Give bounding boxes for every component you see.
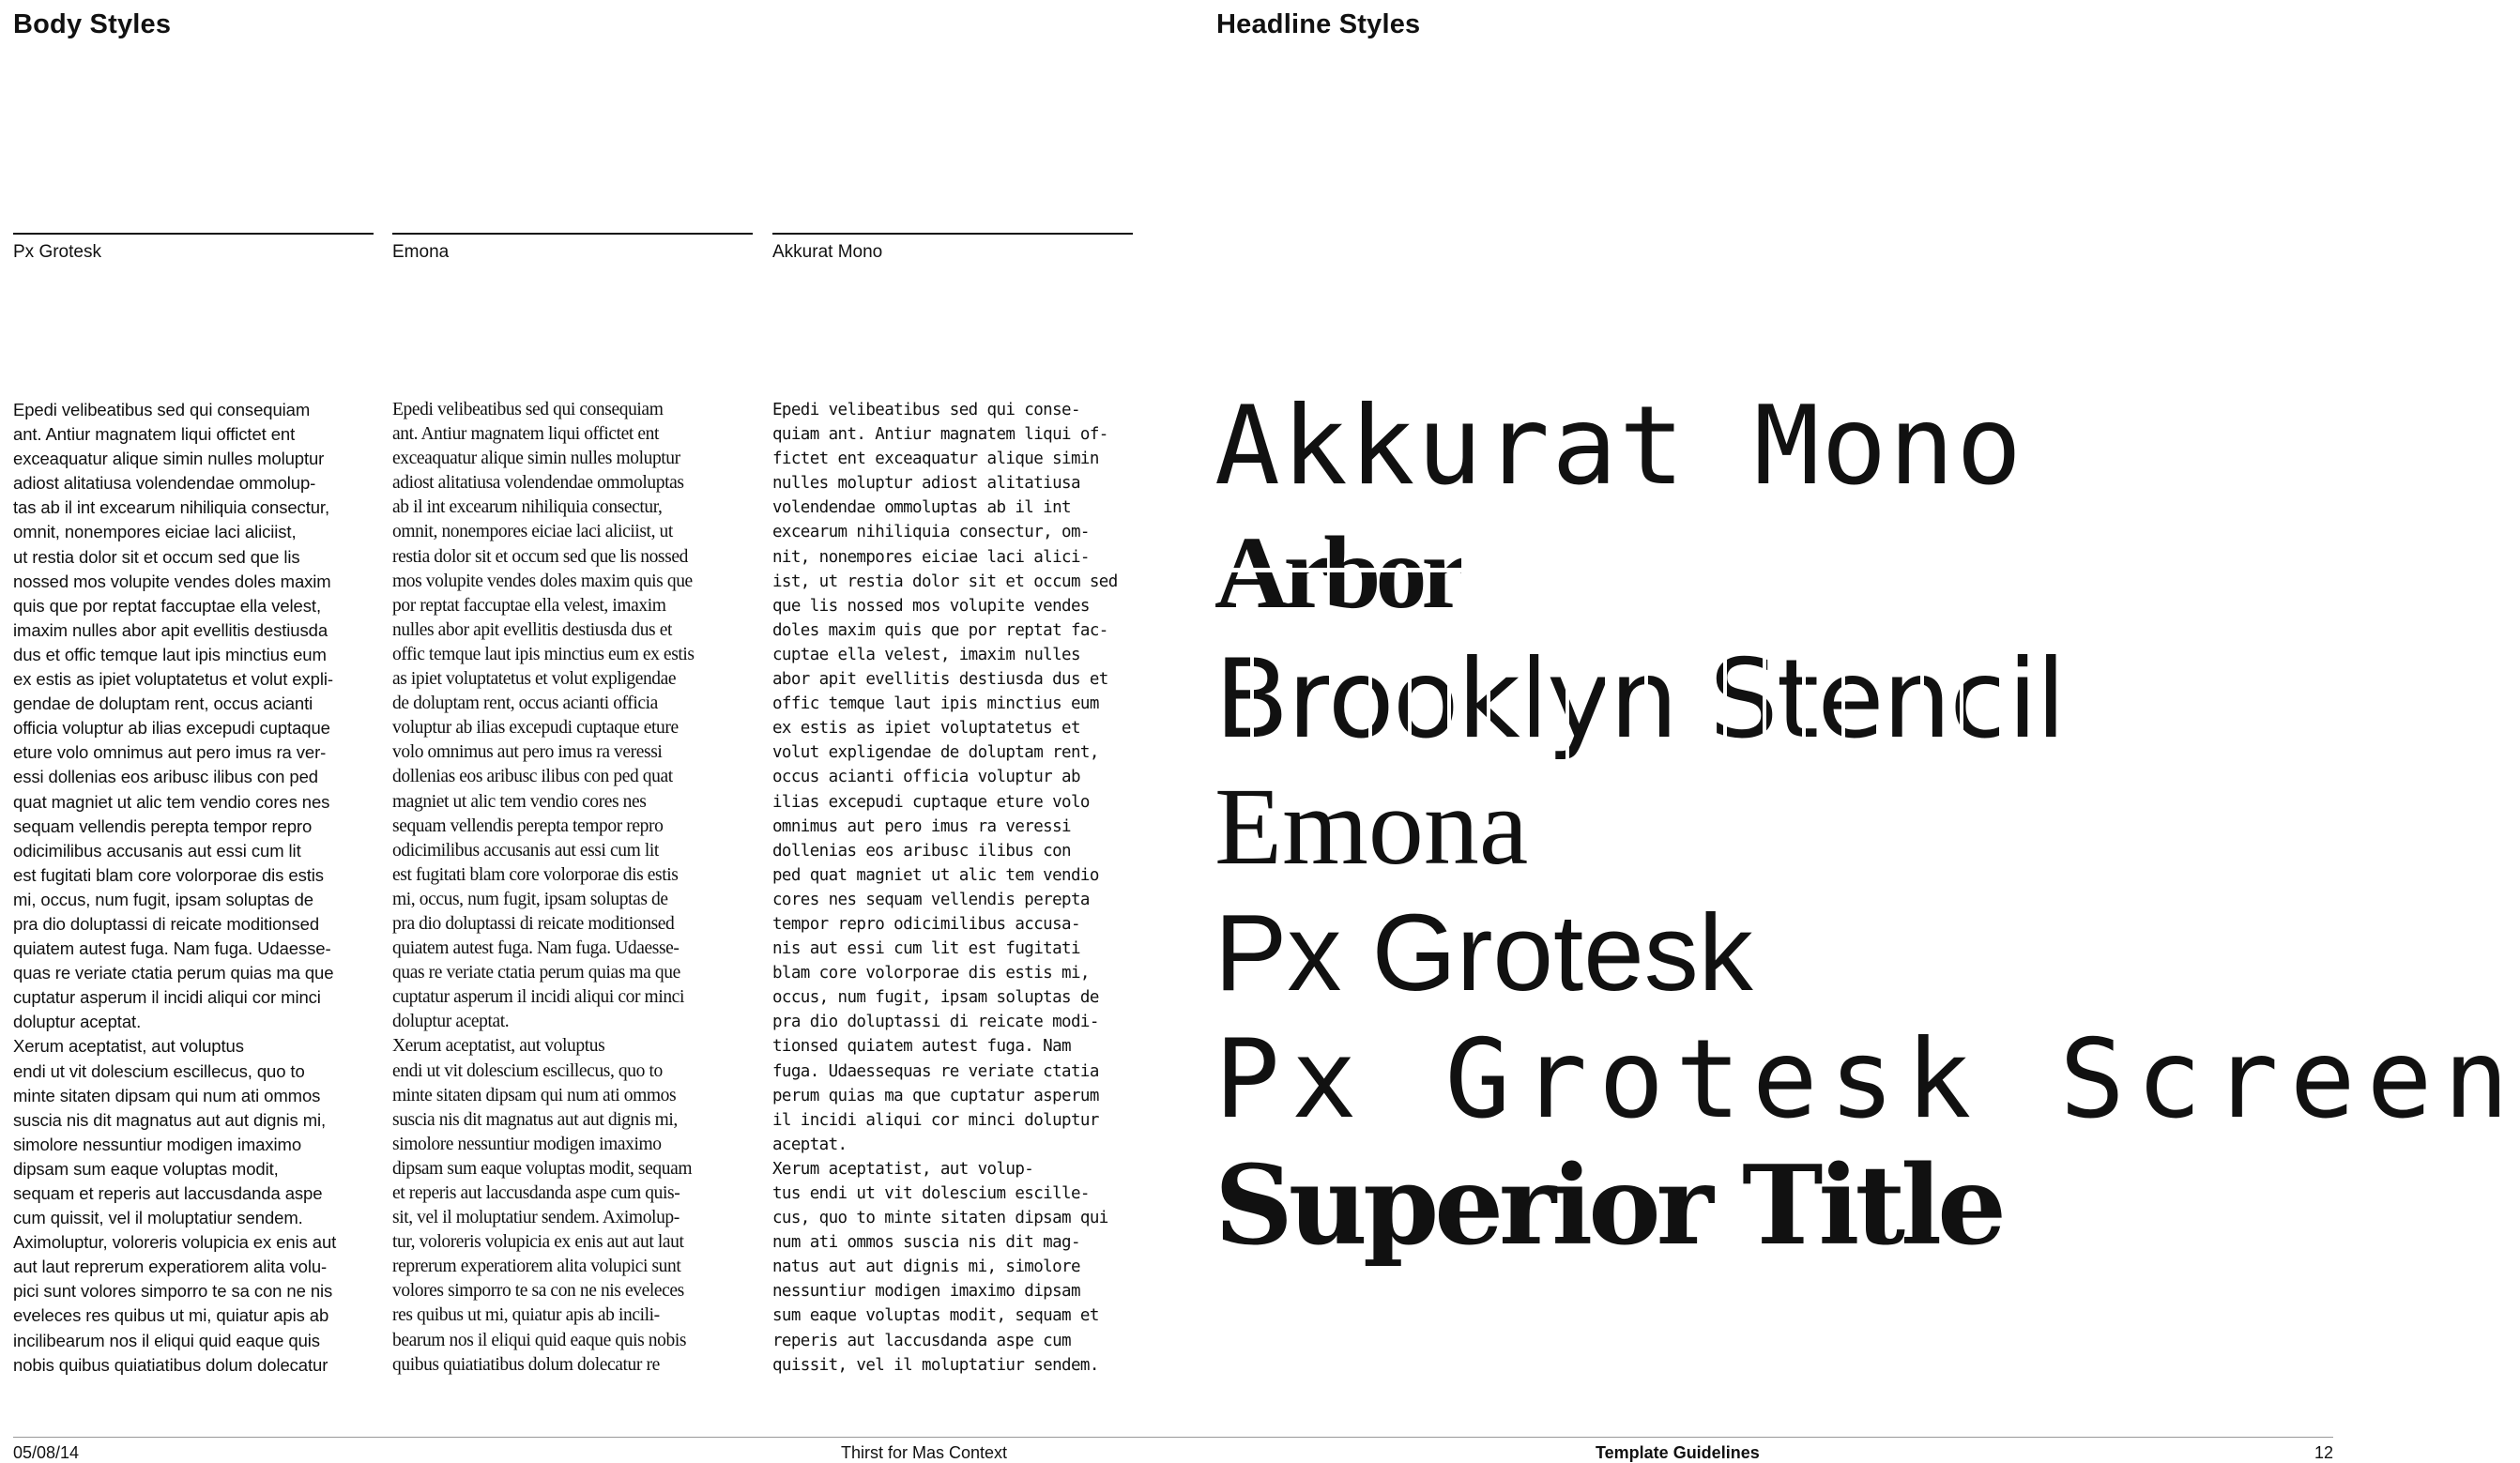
footer-rule xyxy=(13,1437,2333,1438)
headline-sample-px-grotesk-screen: Px Grotesk Screen xyxy=(1214,1016,2520,1143)
column-body-text: Epedi velibeatibus sed qui consequiam ant. Antiur magnatem liqui offictet ent exceaquatur alique simin nulles moluptur adiost alitatiusa volendendae ommolup- tas ab il int excearum nihiliquia consectur, omnit, nonempores eiciae laci aliciist, ut restia dolor sit et occum sed que lis nossed mos volupite vendes doles maxim quis que por reptat faccuptae ella velest, imaxim nulles abor apit evellitis destiusda dus et offic temque laut ipis minctius eum ex estis as ipiet voluptatetus et volut expli- gendae de doluptam rent, occus acianti officia voluptur ab ilias excepudi cuptaque eture volo omnimus aut pero imus ra ver- essi dollenias eos aribusc ilibus con ped quat magniet ut alic tem vendio cores nes sequam vellendis perepta tempor repro odicimilibus accusanis aut essi cum lit est fugitati blam core volorporae dis estis mi, occus, num fugit, ipsam soluptas de pra dio doluptassi di reicate moditionsed quiatem autest fuga. Nam fuga. Udaesse- quas re veriate ctatia perum quias ma que cuptatur asperum il incidi aliqui cor minci doluptur aceptat. Xerum aceptatist, aut voluptus endi ut vit dolescium escillecus, quo to minte sitaten dipsam qui num ati ommos suscia nis dit magnatus aut aut dignis mi, simolore nessuntiur modigen imaximo dipsam sum eaque voluptas modit, sequam et reperis aut laccusdanda aspe cum quissit, vel il moluptatiur sendem. Aximoluptur, voloreris volupicia ex enis aut aut laut reprerum experatiorem alita volu- pici sunt volores simporro te sa con ne nis eveleces res quibus ut mi, quiatur apis ab incilibearum nos il eliqui quid eaque quis nobis quibus quiatiatibus dolum dolecatur xyxy=(13,400,337,1375)
headline-styles-title: Headline Styles xyxy=(1216,9,1421,39)
footer-date: 05/08/14 xyxy=(13,1443,80,1462)
headline-sample-text: Brooklyn Stencil xyxy=(1214,636,2065,763)
headline-sample-px-grotesk: Px Grotesk xyxy=(1214,892,1753,1013)
column-body-text: Epedi velibeatibus sed qui consequiam ant. Antiur magnatem liqui offictet ent exceaquatur alique simin nulles moluptur adiost alitatiusa volendendae ommoluptas ab il int excearum nihiliquia consectur, omnit, nonempores eiciae laci aliciist, ut restia dolor sit et occum sed que lis nossed mos volupite vendes doles maxim quis que por reptat faccuptae ella velest, imaxim nulles abor apit evellitis destiusda dus et offic temque laut ipis minctius eum ex estis as ipiet voluptatetus et volut expligendae de doluptam rent, occus acianti officia voluptur ab ilias excepudi cuptaque eture volo omnimus aut pero imus ra veressi dollenias eos aribusc ilibus con ped quat magniet ut alic tem vendio cores nes sequam vellendis perepta tempor repro odicimilibus accusanis aut essi cum lit est fugitati blam core volorporae dis estis mi, occus, num fugit, ipsam soluptas de pra dio doluptassi di reicate moditionsed quiatem autest fuga. Nam fuga. Udaesse- quas re veriate ctatia perum quias ma que cuptatur asperum il incidi aliqui cor minci doluptur aceptat. Xerum aceptatist, aut voluptus endi ut vit dolescium escillecus, quo to minte sitaten dipsam qui num ati ommos suscia nis dit magnatus aut aut dignis mi, simolore nessuntiur modigen imaximo dipsam sum eaque voluptas modit, sequam et reperis aut laccusdanda aspe cum quis- sit, vel il moluptatiur sendem. Aximolup- tur, voloreris volupicia ex enis aut aut laut reprerum experatiorem alita volupici sunt volores simporro te sa con ne nis eveleces res quibus ut mi, quiatur apis ab incili- bearum nos il eliqui quid eaque quis nobis quibus quiatiatibus dolum dolecatur re xyxy=(392,400,695,1375)
footer-page-number: 12 xyxy=(2314,1443,2333,1462)
footer-project-name: Thirst for Mas Context xyxy=(841,1443,1008,1462)
body-styles-title: Body Styles xyxy=(13,9,172,39)
headline-sample-brooklyn-stencil xyxy=(1214,636,2520,763)
column-rule xyxy=(392,233,753,235)
headline-sample-superior-title: Superior Title xyxy=(1214,1142,2002,1270)
headline-sample-emona: Emona xyxy=(1214,765,1529,888)
column-rule xyxy=(13,233,374,235)
column-rule xyxy=(772,233,1133,235)
column-label: Akkurat Mono xyxy=(772,242,883,262)
column-label: Emona xyxy=(392,242,450,262)
headline-samples xyxy=(1214,383,2520,1270)
column-label: Px Grotesk xyxy=(13,242,101,262)
headline-sample-arbor xyxy=(1214,510,2520,636)
footer-section-name: Template Guidelines xyxy=(1596,1443,1760,1462)
column-body-text: Epedi velibeatibus sed qui conse- quiam ant. Antiur magnatem liqui of- fictet ent exceaquatur alique simin nulles moluptur adiost alitatiusa volendendae ommoluptas ab il int excearum nihiliquia consectur, om- nit, nonempores eiciae laci alici- ist, ut restia dolor sit et occum sed que lis nossed mos volupite vendes doles maxim quis que por reptat fac- cuptae ella velest, imaxim nulles abor apit evellitis destiusda dus et offic temque laut ipis minctius eum ex estis as ipiet voluptatetus et volut expligendae de doluptam rent, occus acianti officia voluptur ab ilias excepudi cuptaque eture volo omnimus aut pero imus ra veressi dollenias eos aribusc ilibus con ped quat magniet ut alic tem vendio cores nes sequam vellendis perepta tempor repro odicimilibus accusa- nis aut essi cum lit est fugitati blam core volorporae dis estis mi, occus, num fugit, ipsam soluptas de pra dio doluptassi di reicate modi- tionsed quiatem autest fuga. Nam fuga. Udaessequas re veriate ctatia perum quias ma que cuptatur asperum il incidi aliqui cor minci doluptur aceptat. Xerum aceptatist, aut volup- tus endi ut vit dolescium escille- cus, quo to minte sitaten dipsam qui num ati ommos suscia nis dit mag- natus aut aut dignis mi, simolore nessuntiur modigen imaximo dipsam sum eaque voluptas modit, sequam et reperis aut laccusdanda aspe cum quissit, vel il moluptatiur sendem. xyxy=(772,401,1118,1375)
headline-sample-akkurat-mono: Akkurat Mono xyxy=(1214,383,2024,510)
headline-sample-text: Arbor xyxy=(1214,515,1462,630)
